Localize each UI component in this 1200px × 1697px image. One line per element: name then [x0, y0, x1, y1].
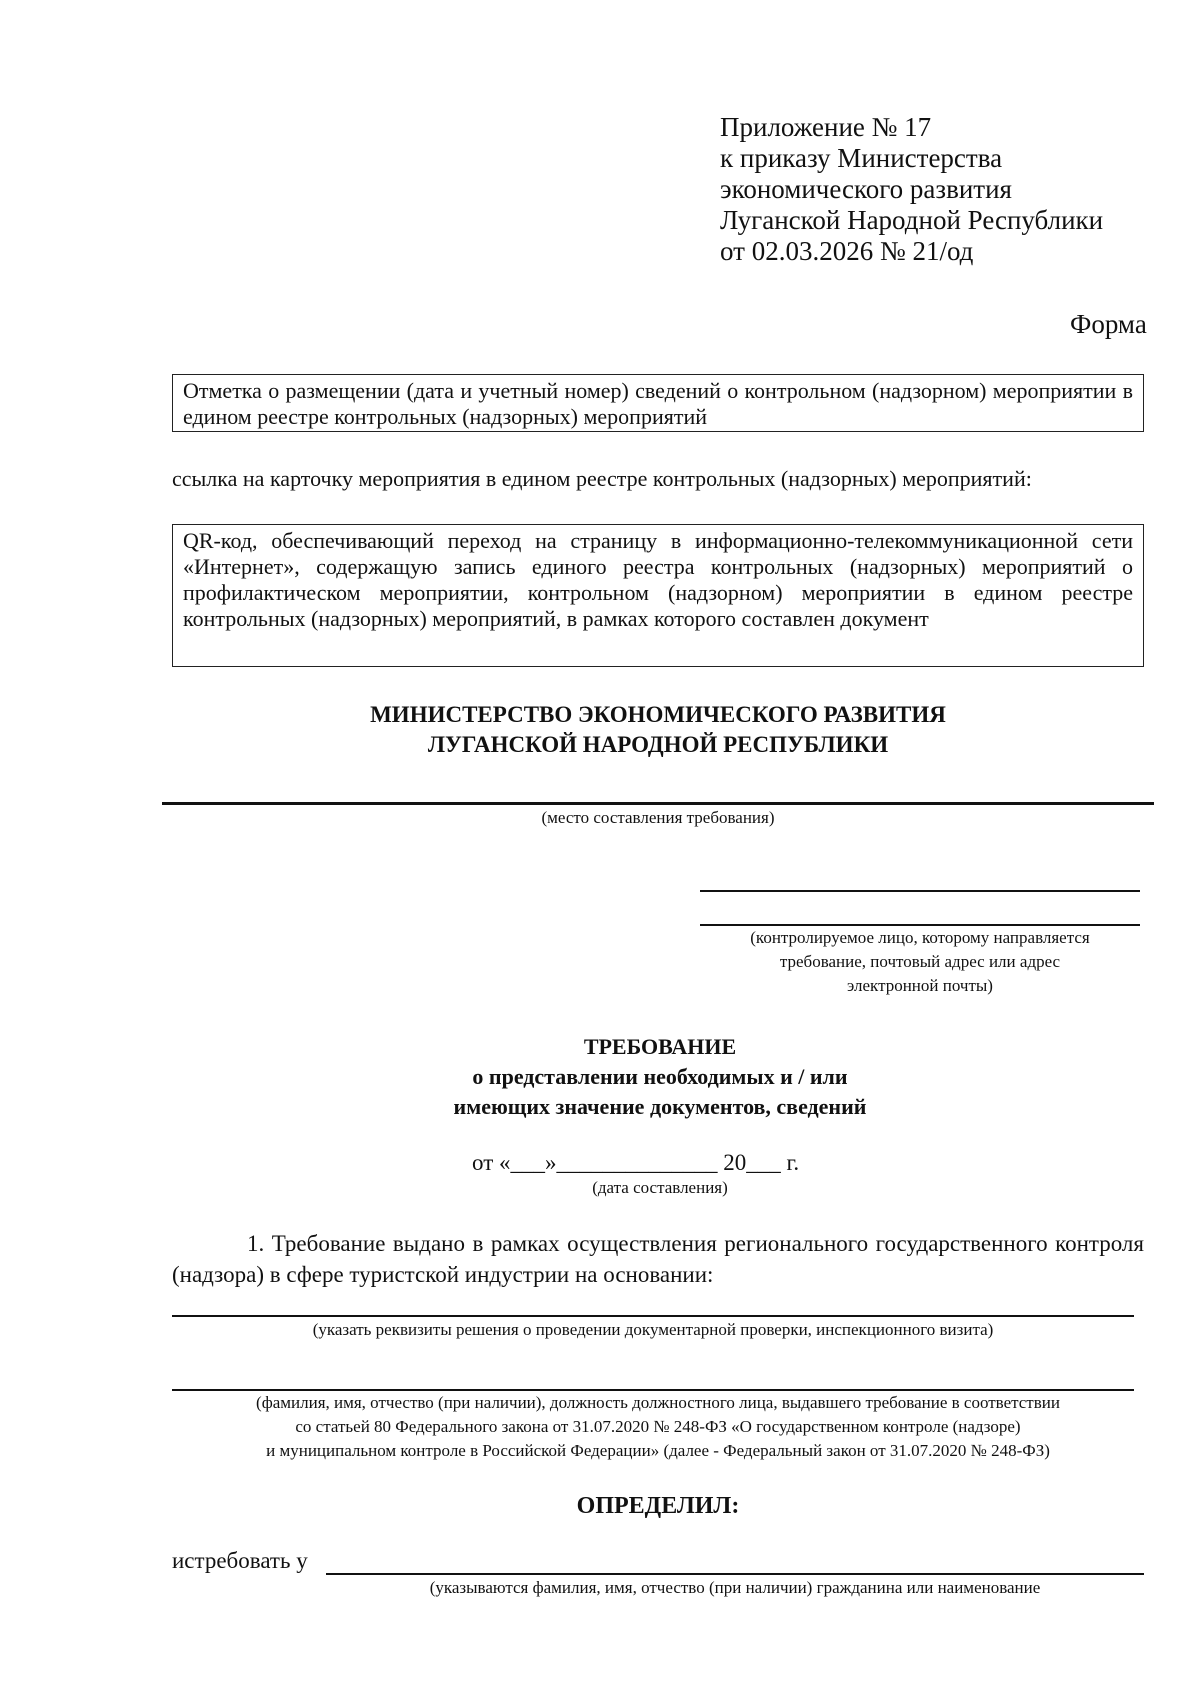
place-caption: (место составления требования): [541, 808, 775, 827]
official-caption: [162, 1391, 1154, 1463]
ministry-heading: [172, 700, 1144, 760]
date-caption: (дата составления): [592, 1178, 728, 1197]
recipient-caption-line-2: требование, почтовый адрес или адрес: [779, 952, 1061, 971]
official-caption-line-1: (фамилия, имя, отчество (при наличии), должность должностного лица, выдавшего требование в соответствии: [256, 1393, 1060, 1412]
title-line-2: о представлении необходимых и / или: [472, 1064, 848, 1089]
recipient-caption-line-1: (контролируемое лицо, которому направляется: [750, 928, 1090, 947]
place-line: [162, 802, 1154, 805]
recipient-caption: [700, 926, 1140, 998]
paragraph-1: 1. Требование выдано в рамках осуществления регионального государственного контроля (надзора) в сфере туристской индустрии на основании:: [172, 1231, 1144, 1287]
registry-link-text: ссылка на карточку мероприятия в едином реестре контрольных (надзорных) мероприятий:: [172, 466, 1032, 491]
ministry-line-2: ЛУГАНСКОЙ НАРОДНОЙ РЕСПУБЛИКИ: [427, 732, 889, 757]
demand-caption: (указываются фамилия, имя, отчество (при наличии) гражданина или наименование: [429, 1578, 1041, 1597]
ministry-line-1: МИНИСТЕРСТВО ЭКОНОМИЧЕСКОГО РАЗВИТИЯ: [370, 702, 946, 727]
qr-code-box: QR-код, обеспечивающий переход на страницу в информационно-телекоммуникационной сети «Интернет», содержащую запись единого реестра контрольных (надзорных) мероприятий о профилактическом мероприятии, контрольном (надзорном) мероприятии в едином реестре контрольных (надзорных) мероприятий, в рамках которого составлен документ: [172, 524, 1144, 667]
official-caption-line-2: со статьей 80 Федерального закона от 31.07.2020 № 248-ФЗ «О государственном контроле (надзоре): [295, 1417, 1021, 1436]
appendix-header: [720, 112, 1103, 267]
appendix-line-5: от 02.03.2026 № 21/од: [720, 236, 974, 266]
form-label: Форма: [1070, 309, 1147, 339]
official-caption-line-3: и муниципальном контроле в Российской Федерации» (далее - Федеральный закон от 31.07.2020 № 248-ФЗ): [266, 1441, 1050, 1460]
appendix-line-2: к приказу Министерства: [720, 143, 1003, 173]
appendix-line-1: Приложение № 17: [720, 112, 932, 142]
demand-line: [326, 1573, 1144, 1575]
registry-mark-box: Отметка о размещении (дата и учетный номер) сведений о контрольном (надзорном) мероприятии в едином реестре контрольных (надзорных) мероприятий: [172, 374, 1144, 432]
decision-caption: (указать реквизиты решения о проведении документарной проверки, инспекционного визита): [312, 1320, 994, 1339]
document-title: [300, 1032, 1020, 1122]
appendix-line-3: экономического развития: [720, 174, 1012, 204]
demand-from-label: истребовать у: [172, 1548, 308, 1573]
title-line-3: имеющих значение документов, сведений: [453, 1094, 867, 1119]
recipient-caption-line-3: электронной почты): [847, 976, 993, 995]
decision-line: [172, 1315, 1134, 1317]
title-line-1: ТРЕБОВАНИЕ: [583, 1034, 737, 1059]
recipient-line-1: [700, 890, 1140, 892]
date-line: от «___»______________ 20___ г.: [472, 1150, 800, 1175]
determined-heading: ОПРЕДЕЛИЛ:: [576, 1493, 740, 1519]
appendix-line-4: Луганской Народной Республики: [720, 205, 1104, 235]
